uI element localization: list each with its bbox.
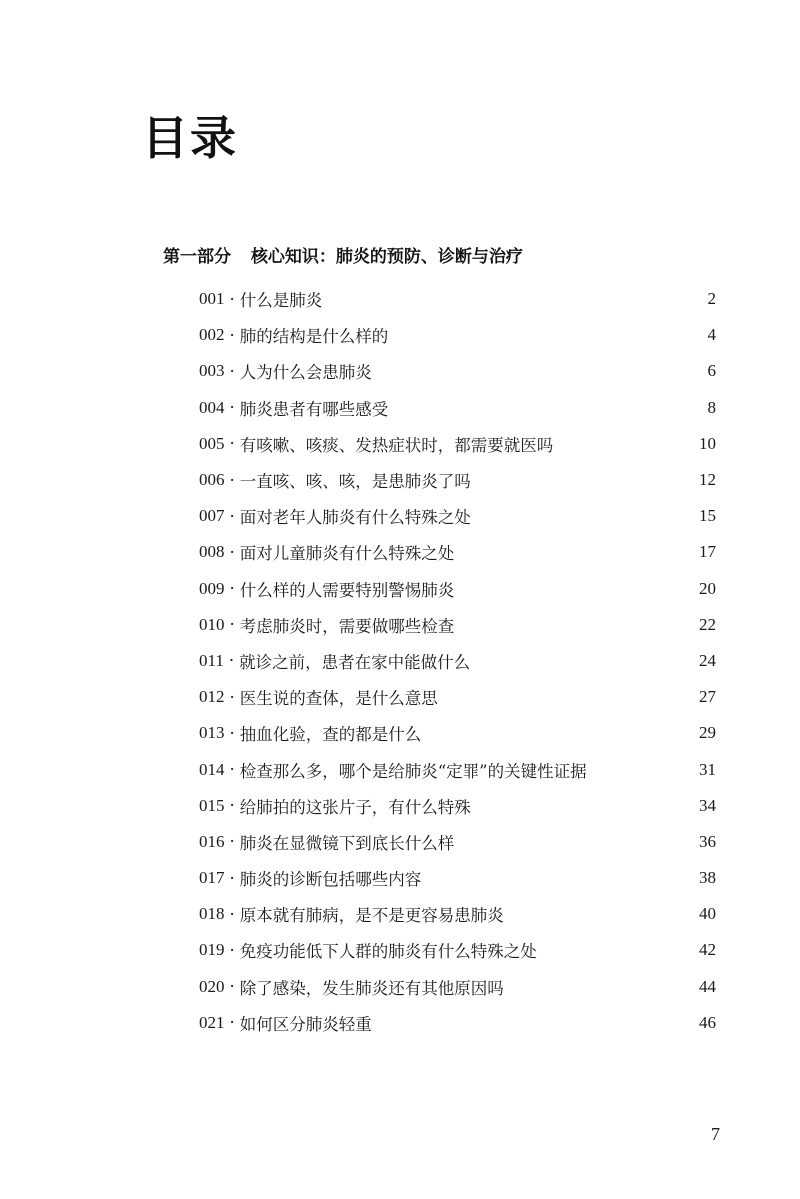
toc-entry-left [199,540,454,564]
toc-entry-separator: · [229,687,235,707]
toc-entry-page: 2 [707,289,716,309]
toc-entry-title: 什么是肺炎 [239,291,323,311]
toc-entry-title: 有咳嗽、咳痰、发热症状时，都需要就医吗 [239,435,554,455]
toc-entry-number: 007 [199,506,225,526]
toc-entry-separator: · [229,542,235,562]
toc-entry-left [199,504,471,528]
toc-entry[interactable] [199,751,716,787]
toc-entry-title: 原本就有肺病，是不是更容易患肺炎 [239,906,504,926]
toc-entry-title: 肺炎的诊断包括哪些内容 [239,870,422,890]
toc-entry-left [199,396,388,420]
toc-entry-left [199,649,470,673]
toc-entry-page: 15 [699,506,716,526]
toc-entry[interactable] [199,969,716,1005]
toc-entry-left [199,323,388,347]
toc-entry-left [199,721,421,745]
toc-entry-page: 22 [699,614,716,634]
toc-entry-left [199,758,587,782]
toc-entry-title: 人为什么会患肺炎 [239,363,372,383]
toc-entry-title: 什么样的人需要特别警惕肺炎 [239,580,455,600]
toc-entry-title: 肺炎在显微镜下到底长什么样 [239,833,455,853]
toc-entry-page: 44 [699,976,716,996]
toc-entry-left [199,902,504,926]
toc-entry[interactable] [199,932,716,968]
toc-entry-number: 017 [199,868,225,888]
toc-entry-page: 10 [699,433,716,453]
part-label: 第一部分 [163,247,231,267]
toc-entry-number: 009 [199,578,225,598]
toc-entry-title: 给肺拍的这张片子，有什么特殊 [239,797,471,817]
toc-entry-title: 医生说的查体，是什么意思 [239,689,438,709]
toc-entry-title: 考虑肺炎时，需要做哪些检查 [239,616,455,636]
toc-entry-left [199,866,421,890]
toc-entry[interactable] [199,860,716,896]
toc-entry-left [199,287,322,311]
toc-entry-number: 012 [199,687,225,707]
toc-entry-number: 018 [199,904,225,924]
toc-entry-number: 011 [199,650,224,670]
toc-entry-left [199,432,553,456]
toc-entry[interactable] [199,498,716,534]
toc-entry[interactable] [199,390,716,426]
toc-entry-separator: · [228,651,235,671]
toc-entry-separator: · [229,940,235,960]
toc-entry[interactable] [199,462,716,498]
toc-entry-title: 如何区分肺炎轻重 [239,1014,372,1034]
toc-entry-number: 013 [199,723,225,743]
page-number: 7 [711,1124,720,1144]
toc-entry-page: 17 [699,542,716,562]
toc-entry-page: 20 [699,578,716,598]
toc-entry-number: 001 [199,289,225,309]
toc-entry[interactable] [199,571,716,607]
toc-entry[interactable] [199,281,716,317]
toc-entry-left [199,613,454,637]
toc-entry-number: 005 [199,433,225,453]
toc-list [199,281,716,1041]
toc-entry-title: 就诊之前，患者在家中能做什么 [239,652,471,672]
toc-entry-separator: · [229,325,235,345]
toc-entry-separator: · [229,1013,235,1033]
toc-entry[interactable] [199,679,716,715]
toc-entry-number: 021 [199,1012,225,1032]
toc-entry-page: 12 [699,470,716,490]
toc-entry-number: 019 [199,940,225,960]
toc-entry-number: 003 [199,361,225,381]
toc-entry-separator: · [229,796,235,816]
toc-entry-left [199,938,537,962]
toc-entry-title: 免疫功能低下人群的肺炎有什么特殊之处 [239,942,537,962]
toc-entry-page: 36 [699,831,716,851]
toc-entry[interactable] [199,607,716,643]
toc-entry[interactable] [199,788,716,824]
toc-entry-separator: · [229,723,235,743]
toc-entry-separator: · [229,904,235,924]
toc-entry[interactable] [199,426,716,462]
toc-entry-page: 24 [699,650,716,670]
toc-entry-separator: · [229,760,235,780]
toc-entry-separator: · [229,615,235,635]
toc-entry-page: 34 [699,795,716,815]
toc-entry-title: 一直咳、咳、咳，是患肺炎了吗 [239,472,471,492]
toc-entry-number: 006 [199,470,225,490]
toc-entry-number: 004 [199,397,225,417]
toc-entry-number: 020 [199,976,225,996]
toc-entry[interactable] [199,353,716,389]
toc-entry[interactable] [199,896,716,932]
toc-entry-left [199,359,372,383]
toc-entry-separator: · [229,289,235,309]
toc-entry-left [199,794,471,818]
toc-entry-title: 抽血化验，查的都是什么 [239,725,422,745]
page-title: 目录 [142,111,238,165]
toc-entry-left [199,577,454,601]
toc-entry-page: 38 [699,868,716,888]
toc-entry-left [199,468,471,492]
toc-entry-separator: · [229,868,235,888]
toc-entry-page: 40 [699,904,716,924]
toc-entry-number: 014 [199,759,225,779]
toc-entry-page: 29 [699,723,716,743]
toc-entry-number: 010 [199,614,225,634]
part-title: 核心知识：肺炎的预防、诊断与治疗 [250,247,523,267]
toc-entry[interactable] [199,1005,716,1041]
toc-entry-title: 检查那么多，哪个是给肺炎“定罪”的关键性证据 [239,761,587,781]
toc-entry-number: 016 [199,831,225,851]
toc-entry-title: 肺的结构是什么样的 [239,327,389,347]
toc-entry-left [199,975,504,999]
toc-entry-page: 6 [707,361,716,381]
toc-entry-page: 4 [707,325,716,345]
toc-entry-left [199,685,438,709]
toc-entry-title: 除了感染，发生肺炎还有其他原因吗 [239,978,504,998]
toc-entry[interactable] [199,715,716,751]
toc-entry-title: 面对老年人肺炎有什么特殊之处 [239,508,471,528]
toc-entry-separator: · [229,506,235,526]
part-heading [163,244,523,270]
toc-entry[interactable] [199,643,716,679]
toc-entry-title: 面对儿童肺炎有什么特殊之处 [239,544,455,564]
toc-entry-number: 015 [199,795,225,815]
toc-entry-page: 42 [699,940,716,960]
toc-entry-title: 肺炎患者有哪些感受 [239,399,389,419]
toc-entry-page: 46 [699,1012,716,1032]
toc-entry[interactable] [199,317,716,353]
toc-entry[interactable] [199,534,716,570]
toc-entry-left [199,830,454,854]
toc-entry-separator: · [229,470,235,490]
toc-entry-separator: · [229,361,235,381]
toc-entry-page: 31 [699,759,716,779]
toc-entry-number: 002 [199,325,225,345]
toc-entry-left [199,1011,372,1035]
toc-entry-separator: · [229,977,235,997]
toc-entry-separator: · [229,832,235,852]
toc-entry-separator: · [229,434,235,454]
toc-entry-number: 008 [199,542,225,562]
toc-entry[interactable] [199,824,716,860]
toc-entry-separator: · [229,398,235,418]
toc-entry-page: 8 [707,397,716,417]
toc-entry-page: 27 [699,687,716,707]
toc-entry-separator: · [229,579,235,599]
